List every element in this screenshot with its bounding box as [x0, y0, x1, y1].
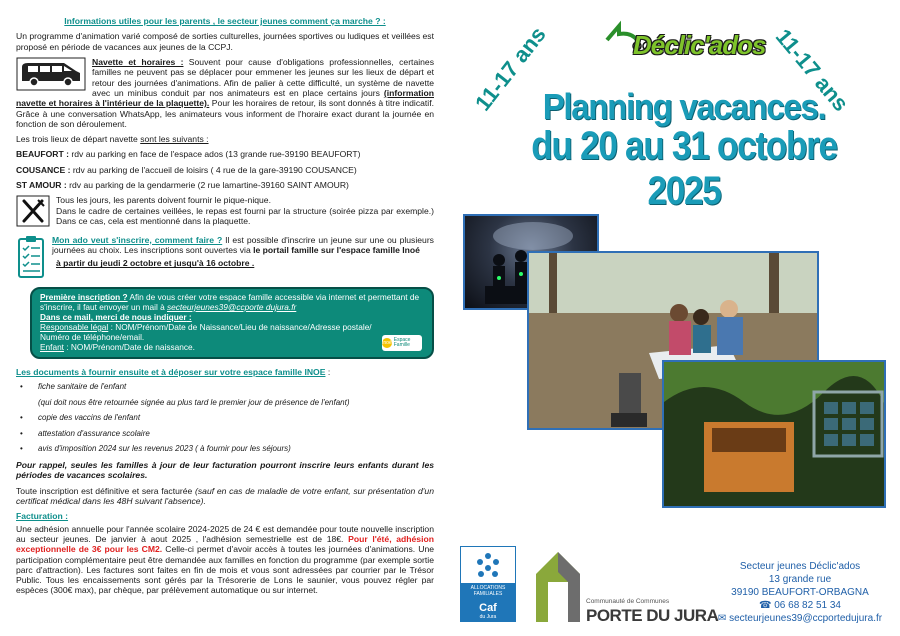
contact-name: Secteur jeunes Déclic'ados	[739, 561, 861, 572]
navette-text-2: Pour les horaires de retour, ils sont donnés à titre indicatif. Grâce à une conversation WhatsApp, les animateurs vous informent de l'horaire exact durant la journée en fonction de son déroulement.	[16, 98, 434, 129]
planning-title: Planning vacances.	[542, 86, 826, 127]
fork-knife-icon	[16, 195, 50, 229]
signup-email-link[interactable]: secteurjeunes39@ccporte dujura.fr	[167, 301, 297, 312]
meal-text-1: Tous les jours, les parents doivent fournir le pique-nique.	[56, 195, 271, 206]
caf-logo: ALLOCATIONS FAMILIALES Caf du Jura	[460, 546, 516, 622]
first-signup-title: Première inscription ?	[40, 292, 128, 302]
planning-dates: du 20 au 31 octobre 2025	[531, 124, 837, 213]
info-heading: Informations utiles pour les parents , le secteur jeunes comment ça marche ? :	[64, 16, 386, 26]
photo-escape-game	[662, 360, 886, 508]
first-signup-text: Afin de vous créer votre espace famille accessible via internet et permettant de s'inscrire, il faut envoyer un mail à	[40, 292, 420, 312]
espace-famille-logo: Inoé Espace Famille	[382, 335, 422, 351]
age-range-right: 11-17 ans	[770, 24, 854, 116]
docs-title: Les documents à fournir ensuite et à déposer sur votre espace famille INOE :	[16, 366, 331, 377]
meal-section	[16, 195, 434, 229]
porte-du-jura-emblem	[532, 548, 584, 624]
child-info: Enfant : NOM/Prénom/Date de naissance.	[40, 341, 195, 352]
doc-item: • fiche sanitaire de l'enfant	[20, 382, 127, 392]
billing-title: Facturation :	[16, 511, 69, 522]
navette-section	[16, 57, 434, 129]
contact-street: 13 grande rue	[768, 574, 832, 585]
signup-bold: le portail famille sur l'espace famille Inoé	[253, 245, 420, 255]
signup-title: Mon ado veut s'inscrire, comment faire ?	[52, 234, 223, 245]
contact-city: 39190 BEAUFORT-ORBAGNA	[731, 587, 869, 598]
places-intro: Les trois lieux de départ navette sont les suivants :	[16, 134, 209, 145]
info-column	[16, 16, 434, 596]
meal-text-2: Dans le cadre de certaines veillées, le repas est fourni par la structure (soirée pizza par exemple.) Dans ce cas, cela est mentionné dans la plaquette.	[56, 205, 434, 226]
billing-reminder: Pour rappel, seules les familles à jour de leur facturation pourront inscrire leurs enfants durant les périodes de vacances scolaires.	[16, 460, 434, 481]
mail-instructions: Dans ce mail, merci de nous indiquer :	[40, 311, 192, 322]
doc-item: • avis d'imposition 2024 sur les revenus 2023 ( à fournir pour les séjours)	[20, 444, 291, 454]
caf-family-icon	[460, 546, 516, 584]
signup-section	[16, 235, 434, 281]
contact-email[interactable]: ✉ secteurjeunes39@ccportedujura.fr	[717, 613, 883, 624]
minibus-icon	[16, 57, 86, 93]
navette-title: Navette et horaires :	[92, 56, 184, 67]
place-cousance: COUSANCE : rdv au parking de l'accueil de loisirs ( 4 rue de la gare-39190 COUSANCE)	[16, 164, 357, 175]
first-signup-box	[30, 287, 434, 359]
doc-item-note: (qui doit nous être retournée signée au plus tard le premier jour de présence de l'enfant)	[38, 397, 350, 407]
declic-ados-logo	[603, 20, 766, 72]
navette-text: Souvent pour cause d'obligations professionnelles, certaines familles ne peuvent pas se déplacer pour emmener les jeunes sur les lieux de départ et retour des journées d'animations. Afin de palier à cette difficulté, un système de navette avec un minibus conduit par nos animateurs est en place certains jours	[92, 56, 434, 98]
doc-item: • copie des vaccins de l'enfant	[20, 413, 141, 423]
navette-bold: (information navette et horaires à l'intérieur de la plaquette).	[16, 87, 434, 109]
signup-dates: à partir du jeudi 2 octobre et jusqu'à 16 octobre .	[56, 258, 255, 269]
place-st-amour: ST AMOUR : rdv au parking de la gendarmerie (2 rue lamartine-39160 SAINT AMOUR)	[16, 180, 349, 191]
contact-block	[700, 560, 900, 625]
doc-item: • attestation d'assurance scolaire	[20, 428, 150, 438]
billing-text: Une adhésion annuelle pour l'année scolaire 2024-2025 de 24 € est demandée pour toute nouvelle inscription au secteur jeunes. De janvier à aout 2025 , l'adhésion semestrielle est de 18€. Pour l'été, adhésion exceptionnelle de 3€ pour les CM2. Celle-ci permet d'avoir accès à toutes les journées d'animations. Une participation complémentaire peut être demandée aux familles en fonction du programme (par exemple sortie parc d'attraction). Les factures sont faites en fin de mois et vous sont adressées par courrier par le Trésor Public. Tous les encaissements sont gérés par la Trésorerie de Lons le saunier, vous pouvez régler par espèces (300€ max), par chèque, par prélèvement automatique ou sur internet.	[16, 523, 435, 596]
porte-du-jura-logo: Communauté de Communes PORTE DU JURA	[530, 548, 670, 624]
place-beaufort: BEAUFORT : rdv au parking en face de l'espace ados (13 grande rue-39190 BEAUFORT)	[16, 149, 361, 160]
checklist-icon	[16, 235, 46, 281]
final-registration-note: Toute inscription est définitive et sera facturée (sauf en cas de maladie de votre enfant, sur présentation d'un certificat médical dans les 48H suivant l'absence).	[16, 485, 434, 506]
logo-text: Déclic'ados	[633, 30, 766, 60]
age-range-left: 11-17 ans	[470, 21, 551, 116]
intro-paragraph: Un programme d'animation varié composé de sorties culturelles, journées sportives ou ludiques et veillées est proposé en période de vacances aux jeunes de la CCPJ.	[16, 31, 434, 52]
legal-guardian-info: Responsable légal : NOM/Prénom/Date de Naissance/Lieu de naissance/Adresse postale/ Numéro de téléphone/email.	[40, 321, 372, 342]
docs-list	[16, 382, 434, 454]
signup-text: Il est possible d'inscrire un jeune sur une ou plusieurs journées au choix. Les inscriptions sont ouvertes via	[52, 234, 434, 255]
contact-phone[interactable]: ☎ 06 68 82 51 34	[759, 600, 841, 611]
